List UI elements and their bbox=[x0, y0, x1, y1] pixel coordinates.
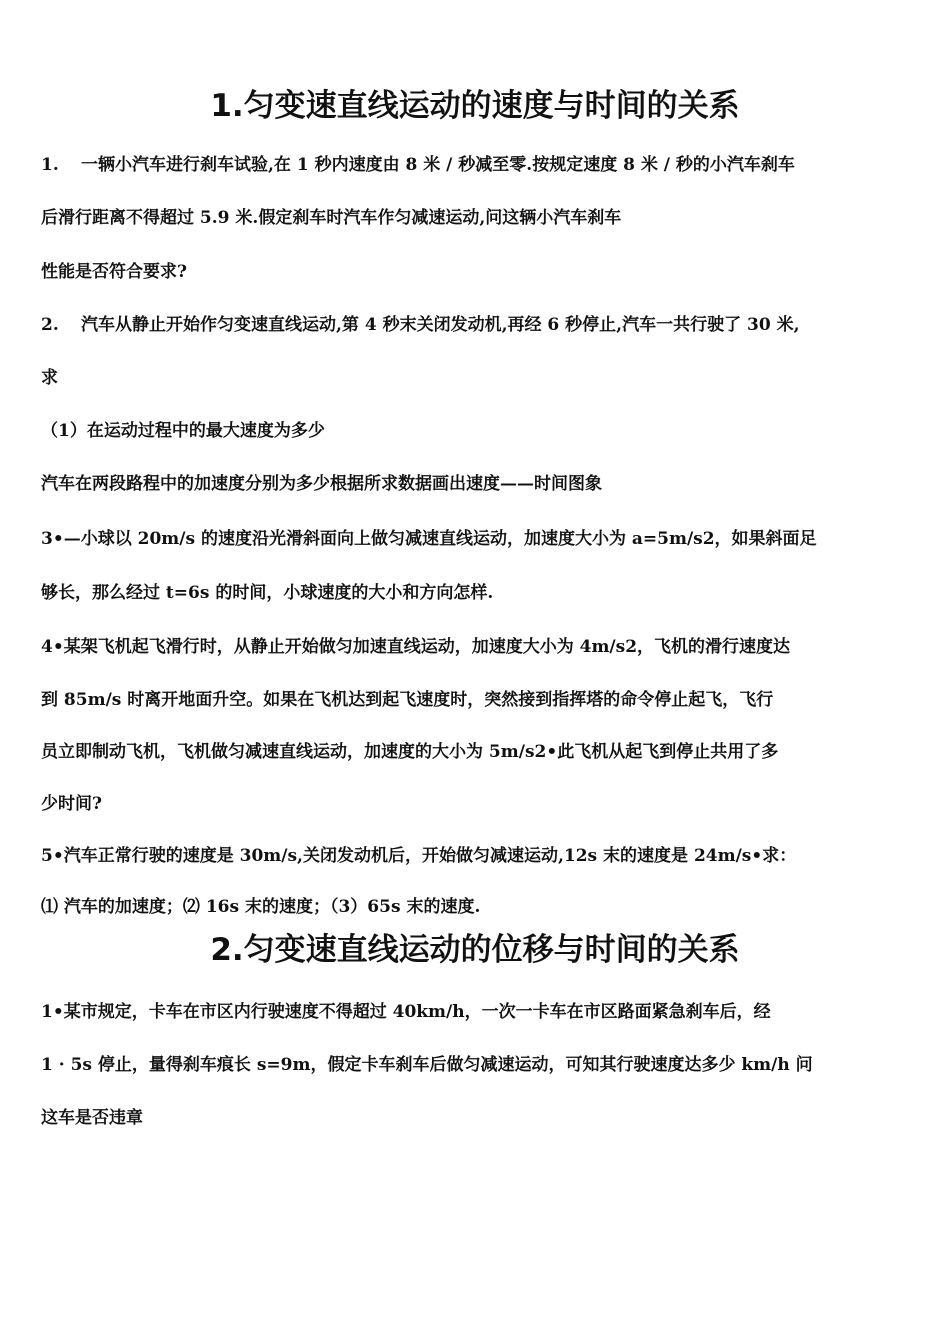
section2-question-1-line-1: 1•某市规定，卡车在市区内行驶速度不得超过 40km/h，一次一卡车在市区路面紧急刹车后，经 bbox=[41, 1002, 771, 1022]
question-4-line-2: 到 85m/s 时离开地面升空。如果在飞机达到起飞速度时，突然接到指挥塔的命令停止起飞，飞行 bbox=[41, 690, 774, 710]
question-1-text: 一辆小汽车进行刹车试验,在 1 秒内速度由 8 米 / 秒减至零.按规定速度 8 米 / 秒的小汽车刹车 bbox=[81, 155, 795, 175]
question-1-number: 1. bbox=[41, 155, 59, 175]
question-4-line-1: 4•某架飞机起飞滑行时，从静止开始做匀加速直线运动，加速度大小为 4m/s2，飞机的滑行速度达 bbox=[41, 637, 791, 657]
question-3-line-2: 够长，那么经过 t=6s 的时间，小球速度的大小和方向怎样. bbox=[41, 583, 494, 603]
question-1-line-2: 后滑行距离不得超过 5.9 米.假定刹车时汽车作匀减速运动,问这辆小汽车刹车 bbox=[41, 208, 622, 228]
section2-title: 2.匀变速直线运动的位移与时间的关系 bbox=[210, 932, 740, 968]
question-2-line-3: （1）在运动过程中的最大速度为多少 bbox=[41, 421, 325, 441]
question-4-line-4: 少时间? bbox=[41, 794, 102, 814]
question-2-line-2: 求 bbox=[41, 368, 58, 388]
question-2-number: 2. bbox=[41, 315, 59, 335]
section2-question-1-line-3: 这车是否违章 bbox=[41, 1108, 143, 1128]
question-4-line-3: 员立即制动飞机，飞机做匀减速直线运动，加速度的大小为 5m/s2•此飞机从起飞到停止共用了多 bbox=[41, 742, 779, 762]
question-2-line-1 bbox=[41, 313, 800, 337]
question-5-line-1: 5•汽车正常行驶的速度是 30m/s,关闭发动机后，开始做匀减速运动,12s 末的速度是 24m/s•求： bbox=[41, 846, 797, 866]
section2-question-1-line-2: 1 · 5s 停止，量得刹车痕长 s=9m，假定卡车刹车后做匀减速运动，可知其行驶速度达多少 km/h 问 bbox=[41, 1055, 813, 1075]
question-2-line-4: 汽车在两段路程中的加速度分别为多少根据所求数据画出速度——时间图象 bbox=[41, 474, 602, 494]
question-1-line-1 bbox=[41, 153, 795, 177]
question-2-text: 汽车从静止开始作匀变速直线运动,第 4 秒末关闭发动机,再经 6 秒停止,汽车一共行驶了 30 米, bbox=[81, 315, 800, 335]
question-1-line-3: 性能是否符合要求? bbox=[41, 262, 187, 282]
question-5-line-2: ⑴ 汽车的加速度；⑵ 16s 末的速度；（3）65s 末的速度. bbox=[41, 897, 481, 917]
section1-title: 1.匀变速直线运动的速度与时间的关系 bbox=[210, 88, 740, 124]
question-3-line-1: 3•—小球以 20m/s 的速度沿光滑斜面向上做匀减速直线运动，加速度大小为 a=5m/s2，如果斜面足 bbox=[41, 529, 817, 549]
